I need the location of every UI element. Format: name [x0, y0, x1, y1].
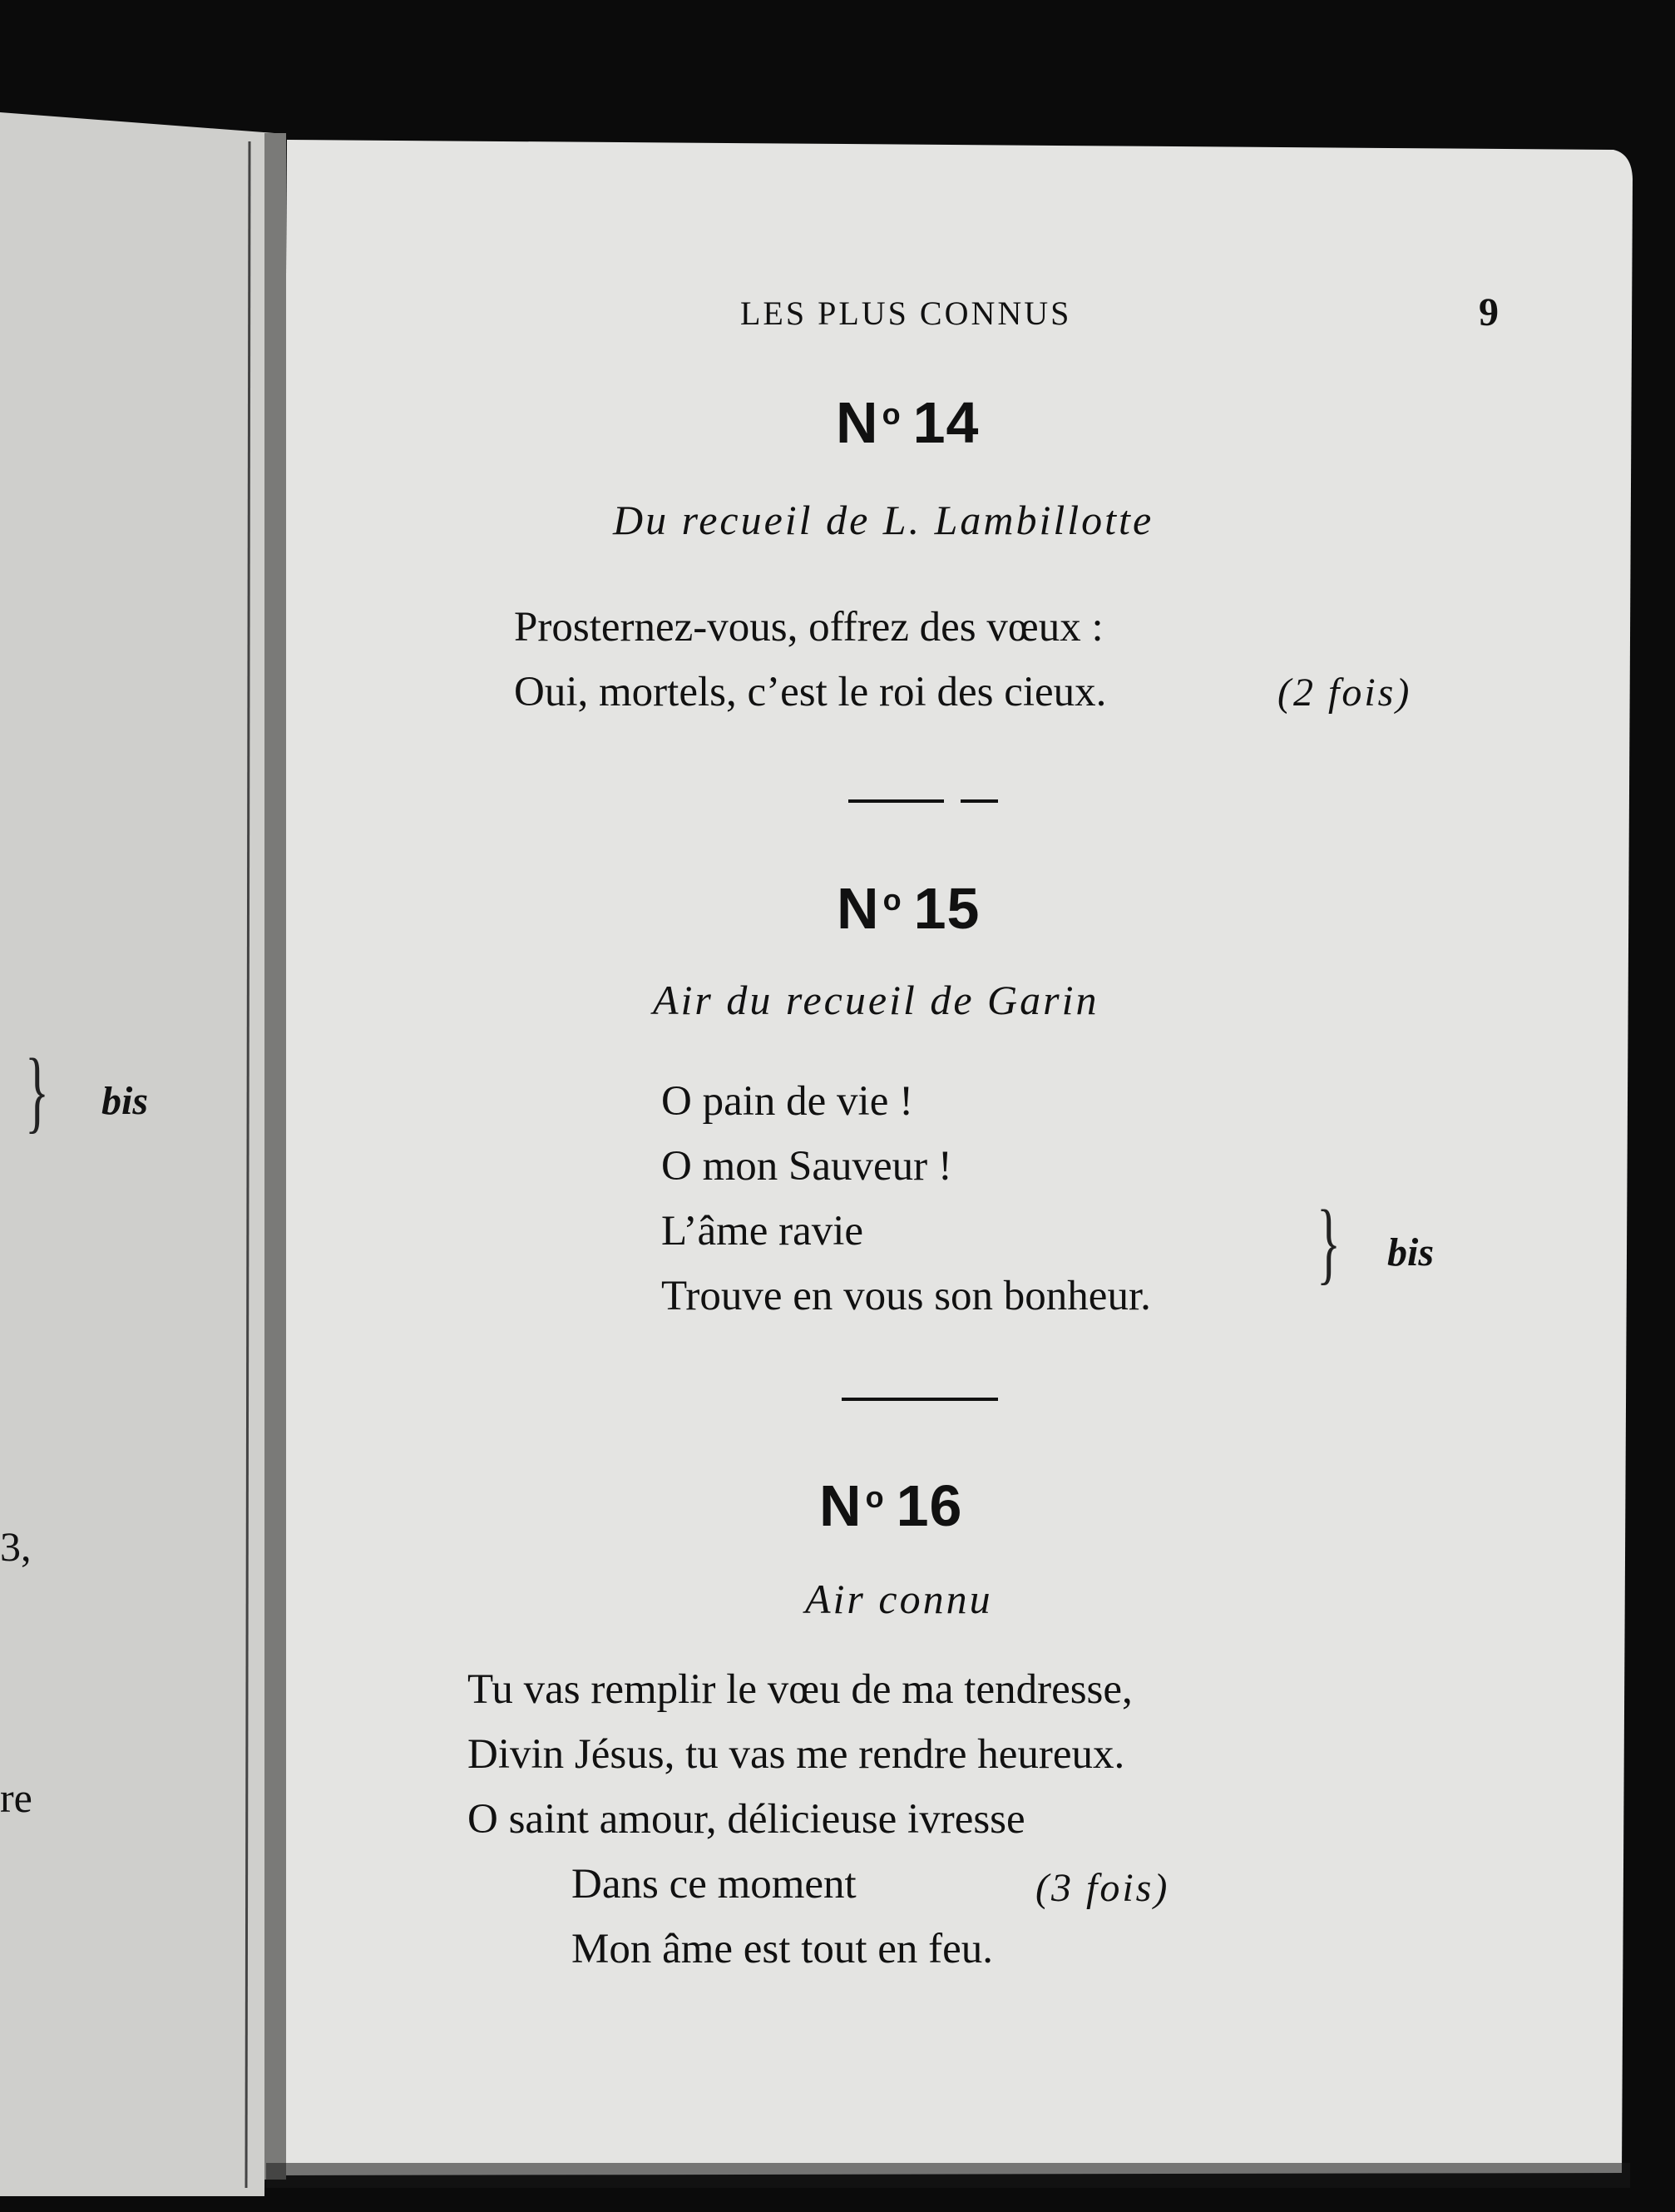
hymn-15-subtitle: Air du recueil de Garin: [653, 977, 1099, 1023]
verse-line: Divin Jésus, tu vas me rendre heureux.: [467, 1731, 1125, 1778]
verse-line: Trouve en vous son bonheur.: [661, 1273, 1151, 1319]
hymn-14-subtitle: Du recueil de L. Lambillotte: [613, 497, 1154, 543]
repeat-brace: }: [1317, 1191, 1341, 1293]
hymn-15-verse: [661, 1069, 1151, 1329]
page-gutter: [264, 133, 286, 2180]
hymn-16-repeat-mark: (3 fois): [1035, 1866, 1170, 1910]
page-number: 9: [1479, 290, 1499, 334]
number-value: 15: [913, 876, 981, 941]
hymn-number-16: [819, 1472, 962, 1539]
hymn-16-verse: [467, 1657, 1133, 1982]
verse-line: O saint amour, délicieuse ivresse: [467, 1796, 1025, 1843]
hymn-number-15: [837, 875, 980, 942]
verse-line: O pain de vie !: [661, 1078, 914, 1125]
left-page-bis: bis: [101, 1079, 149, 1123]
number-prefix-sup: o: [882, 397, 902, 431]
number-prefix: N: [837, 876, 880, 941]
hymn-number-14: [836, 389, 979, 456]
left-page-fragment: 3,: [0, 1523, 32, 1570]
hymn-14-verse: [514, 595, 1106, 725]
number-value: 16: [896, 1473, 963, 1538]
number-prefix: N: [836, 390, 879, 455]
number-prefix: N: [819, 1473, 862, 1538]
verse-line: Oui, mortels, c’est le roi des cieux.: [514, 669, 1107, 715]
bottom-shadow: [266, 2163, 1630, 2188]
left-page-brace: }: [25, 1040, 50, 1141]
number-prefix-sup: o: [882, 883, 902, 917]
hymn-14-repeat-mark: (2 fois): [1277, 671, 1412, 715]
hymn-16-subtitle: Air connu: [805, 1576, 993, 1622]
left-page: [0, 112, 274, 2196]
left-page-fragment: re: [0, 1774, 32, 1821]
verse-line: Tu vas remplir le vœu de ma tendresse,: [467, 1666, 1133, 1713]
verse-line: Prosternez-vous, offrez des vœux :: [514, 604, 1104, 651]
verse-line: Mon âme est tout en feu.: [571, 1926, 994, 1972]
number-value: 14: [912, 390, 980, 455]
verse-line: O mon Sauveur !: [661, 1143, 952, 1190]
hymn-15-repeat-mark: bis: [1387, 1230, 1435, 1274]
running-head: LES PLUS CONNUS: [740, 294, 1072, 332]
verse-line: L’âme ravie: [661, 1208, 864, 1254]
verse-line: Dans ce moment: [571, 1861, 857, 1908]
number-prefix-sup: o: [865, 1480, 885, 1514]
